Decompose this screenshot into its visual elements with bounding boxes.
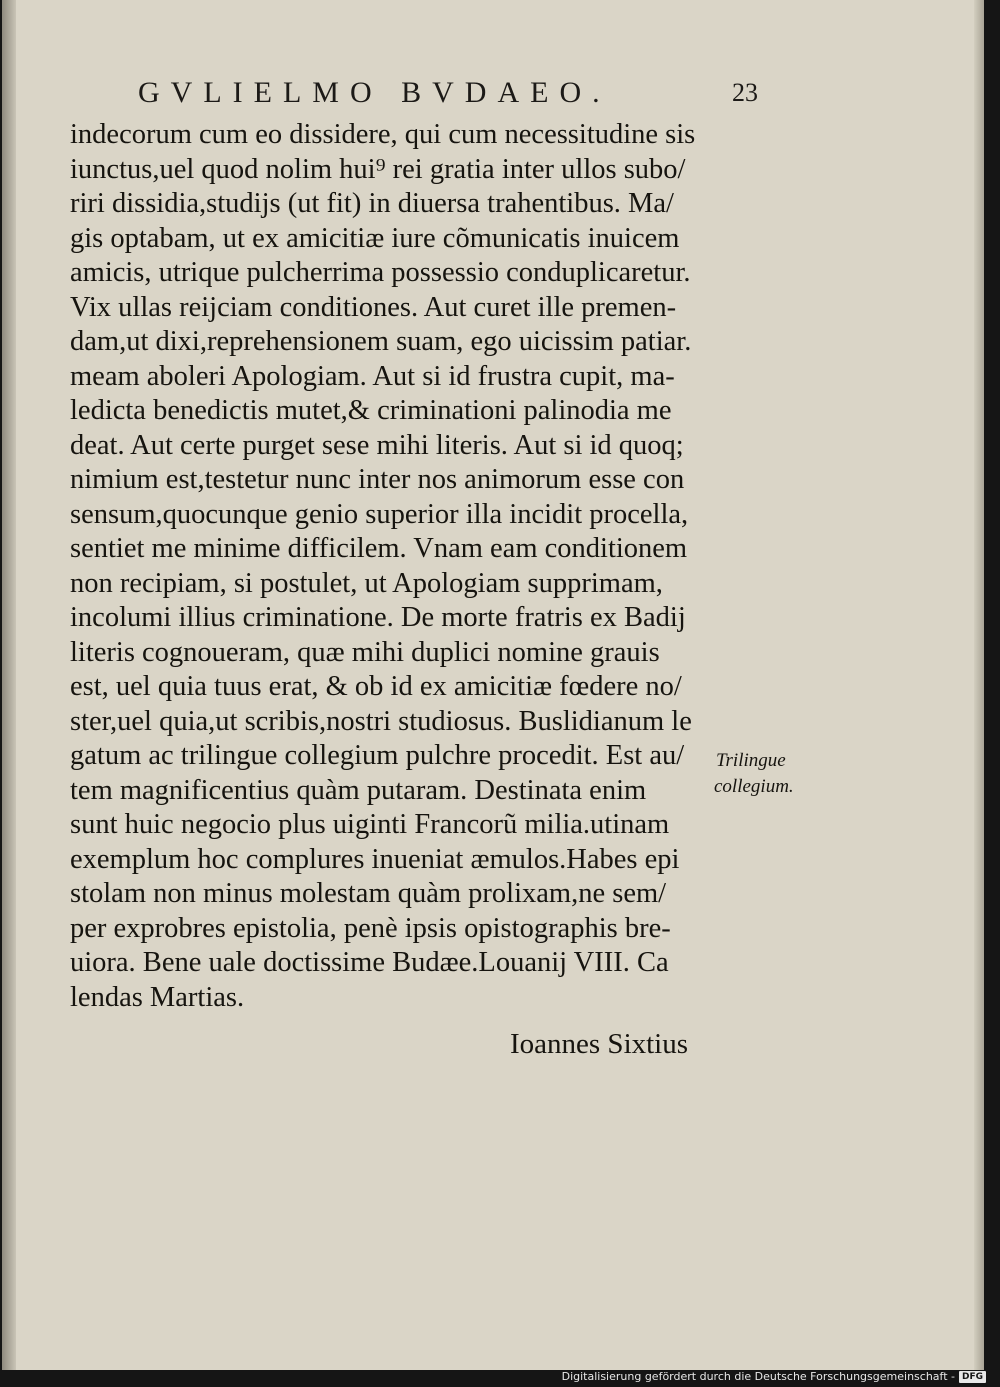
text-line: dam,ut dixi,reprehensionem suam, ego uicissim patiar.	[70, 326, 692, 357]
text-line: riri dissidia,studijs (ut fit) in diuersa trahentibus. Ma/	[70, 188, 674, 219]
text-line: est, uel quia tuus erat, & ob id ex amicitiæ fœdere no/	[70, 671, 682, 702]
text-line: non recipiam, si postulet, ut Apologiam supprimam,	[70, 567, 663, 599]
text-line: amicis, utrique pulcherrima possessio conduplicaretur.	[70, 257, 691, 288]
text-line: exemplum hoc complures inueniat æmulos.Habes epi	[70, 843, 680, 875]
book-spine-shadow	[2, 0, 16, 1370]
margin-note-line: collegium.	[714, 776, 794, 797]
page-number: 23	[732, 78, 758, 107]
text-line: Vix ullas reijciam conditiones. Aut curet ille premen-	[70, 291, 677, 323]
page-header	[138, 76, 758, 116]
margin-note-line: Trilingue	[716, 750, 786, 771]
page-edge	[974, 0, 984, 1370]
text-line: stolam non minus molestam quàm prolixam,ne sem/	[70, 878, 667, 909]
margin-note	[714, 748, 794, 800]
text-line: sensum,quocunque genio superior illa incidit procella,	[70, 498, 689, 530]
dfg-logo: DFG	[959, 1371, 986, 1383]
text-line: indecorum cum eo dissidere, qui cum necessitudine sis	[70, 119, 696, 150]
signature: Ioannes Sixtius	[510, 1028, 689, 1060]
text-line: gis optabam, ut ex amicitiæ iure cõmunicatis inuicem	[70, 222, 680, 254]
book-page	[2, 0, 984, 1370]
text-line: uiora. Bene uale doctissime Budæe.Louanij VIII. Ca	[70, 947, 669, 978]
text-line: ledicta benedictis mutet,& criminationi palinodia me	[70, 395, 672, 426]
text-line: ster,uel quia,ut scribis,nostri studiosus. Buslidianum le	[70, 705, 692, 737]
text-line: gatum ac trilingue collegium pulchre procedit. Est au/	[70, 740, 685, 771]
text-line: tem magnificentius quàm putaram. Destinata enim	[70, 774, 647, 806]
text-line: meam aboleri Apologiam. Aut si id frustra cupit, ma-	[70, 360, 675, 392]
text-line: sentiet me minime difficilem. Vnam eam conditionem	[70, 533, 688, 564]
text-line: deat. Aut certe purget sese mihi literis. Aut si id quoq;	[70, 429, 684, 461]
running-head: GVLIELMO BVDAEO.	[138, 76, 611, 109]
text-line: lendas Martias.	[70, 981, 245, 1013]
text-line: incolumi illius criminatione. De morte fratris ex Badij	[70, 602, 686, 633]
text-line: iunctus,uel quod nolim hui⁹ rei gratia inter ullos subo/	[70, 153, 686, 185]
text-line: literis cognoueram, quæ mihi duplici nomine grauis	[70, 636, 660, 668]
footer-credit	[562, 1370, 986, 1383]
body-text	[70, 118, 710, 1015]
text-line: sunt huic negocio plus uiginti Francorũ milia.utinam	[70, 809, 670, 840]
text-line: per exprobres epistolia, penè ipsis opistographis bre-	[70, 912, 671, 944]
footer-text: Digitalisierung gefördert durch die Deutsche Forschungsgemeinschaft -	[561, 1370, 955, 1383]
text-line: nimium est,testetur nunc inter nos animorum esse con	[70, 464, 685, 495]
